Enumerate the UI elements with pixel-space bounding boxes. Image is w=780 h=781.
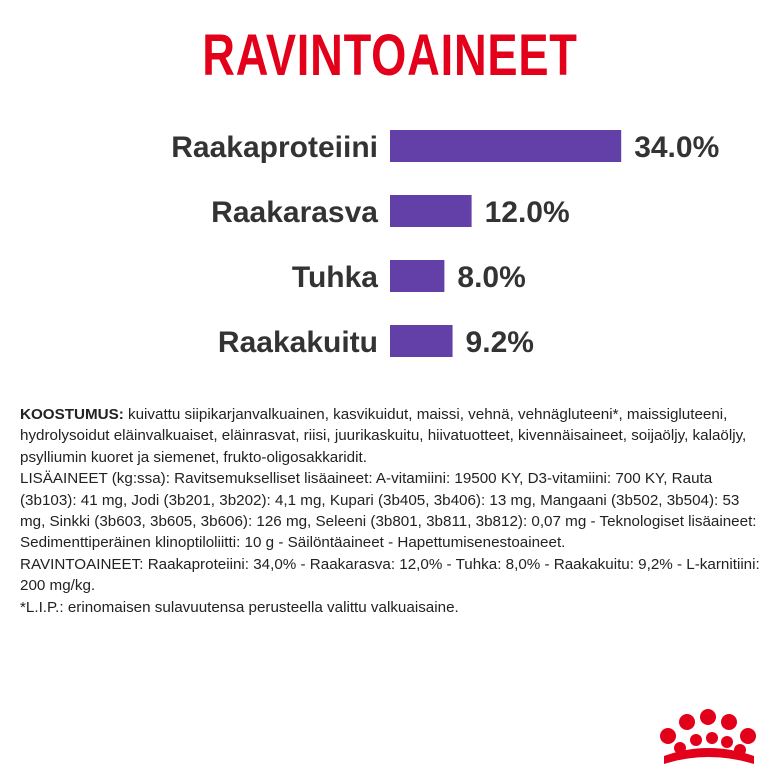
royal-canin-crown-icon xyxy=(650,700,760,770)
composition-heading: KOOSTUMUS: xyxy=(20,406,124,423)
composition-paragraph xyxy=(20,404,760,468)
value-label: 12.0% xyxy=(484,196,570,229)
page-title: RAVINTOAINEET xyxy=(202,23,578,88)
value-label: 8.0% xyxy=(457,261,526,294)
value-label: 9.2% xyxy=(465,326,534,359)
category-label: Raakakuitu xyxy=(217,326,378,359)
category-label: Raakarasva xyxy=(211,196,378,229)
bar xyxy=(390,260,444,292)
category-label: Tuhka xyxy=(291,261,378,294)
additives-paragraph: LISÄAINEET (kg:ssa): Ravitsemukselliset lisäaineet: A-vitamiini: 19500 KY, D3-vitamiini: 700 KY, Rauta (3b103): 41 mg, Jodi (3b201, 3b202): 4,1 mg, Kupari (3b405, 3b406): 13 mg, Mangaani (3b502, 3b504): 53 mg, Sinkki (3b603, 3b605, 3b606): 126 mg, Seleeni (3b801, 3b811, 3b812): 0,07 mg - Teknologiset lisäaineet: Sedimenttiperäinen klinoptiloliitti: 10 g - Säilöntäaineet - Hapettumisenestoaineet. xyxy=(20,470,757,552)
footnote-paragraph: *L.I.P.: erinomaisen sulavuutensa perusteella valittu valkuaisaine. xyxy=(20,598,459,616)
composition-ingredients: kuivattu siipikarjanvalkuainen, kasvikuidut, maissi, vehnä, vehnägluteeni*, maissigluteeni, hydrolysoidut eläinvalkuaiset, eläinrasvat, riisi, juurikaskuitu, hiivatuotteet, kivennäisaineet, soijaöljy, kalaöljy, psylliumin kuoret ja siemenet, frukto-oligosakkaridit. xyxy=(20,406,747,466)
category-label: Raakaproteiini xyxy=(171,131,378,164)
composition-text xyxy=(20,404,760,618)
nutrients-paragraph: RAVINTOAINEET: Raakaproteiini: 34,0% - Raakarasva: 12,0% - Tuhka: 8,0% - Raakakuitu: 9,2% - L-karnitiini: 200 mg/kg. xyxy=(20,555,760,595)
nutrient-bar-chart xyxy=(0,110,780,380)
bar xyxy=(390,130,621,162)
value-label: 34.0% xyxy=(634,131,720,164)
bar xyxy=(390,195,472,227)
bar xyxy=(390,325,453,357)
